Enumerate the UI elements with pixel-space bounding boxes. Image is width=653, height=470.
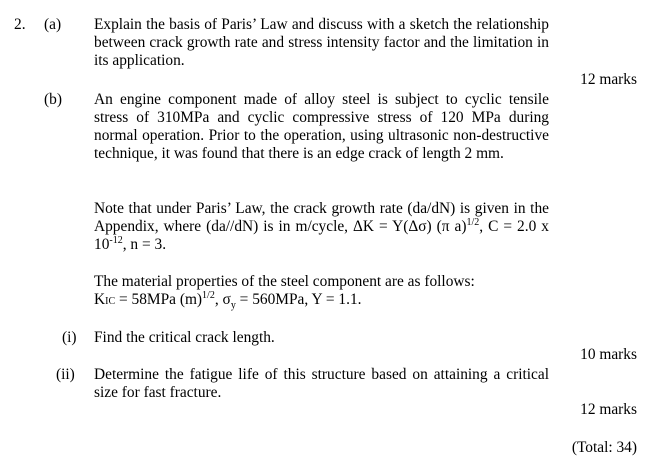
sigma-subscript: y — [230, 300, 236, 312]
part-a-label: (a) — [44, 16, 62, 33]
total-marks: (Total: 34) — [571, 439, 637, 456]
part-b-description: An engine component made of alloy steel is subject to cyclic tensile stress of 310MPa and cyclic compressive stress of 120 MPa during normal operation. Prior to the operation, using ultrasonic non-destructive technique, it was found that there is an edge crack of length 2 mm. — [94, 91, 549, 162]
kic-exponent: 1/2 — [202, 290, 215, 301]
question-number: 2. — [14, 16, 26, 33]
material-properties — [94, 273, 549, 315]
sub-ii-text: Determine the fatigue life of this structure based on attaining a critical size for fast fracture. — [94, 366, 549, 401]
note-text-2: , C = 2.0 x 10 — [94, 218, 549, 253]
kic-symbol: K — [94, 291, 106, 308]
properties-rest: = 560MPa, Y = 1.1. — [235, 291, 362, 308]
sub-i-label: (i) — [62, 329, 77, 346]
part-a-marks: 12 marks — [580, 71, 637, 88]
note-text-3: , n = 3. — [122, 236, 167, 253]
kic-subscript: IC — [105, 296, 116, 307]
part-a-text: Explain the basis of Paris’ Law and discuss with a sketch the relationship between crack growth rate and stress intensity factor and the limitation in its application. — [94, 16, 549, 69]
sub-ii-marks: 12 marks — [580, 401, 637, 418]
part-b-label: (b) — [44, 91, 62, 108]
properties-intro: The material properties of the steel component are as follows: — [94, 273, 475, 290]
sub-ii-label: (ii) — [56, 366, 75, 383]
note-exponent-2: -12 — [109, 235, 123, 246]
sub-i-marks: 10 marks — [580, 346, 637, 363]
note-exponent-1: 1/2 — [466, 217, 480, 228]
parislaw-note — [94, 200, 549, 254]
properties-values — [94, 291, 549, 315]
note-text-1: Note that under Paris’ Law, the crack growth rate (da/dN) is given in the Appendix, where (da//dN) is in m/cycle, ΔK = Y(Δσ) (π a) — [94, 200, 549, 235]
sigma-symbol: , σ — [214, 291, 231, 308]
kic-value: = 58MPa (m) — [115, 291, 203, 308]
sub-i-text: Find the critical crack length. — [94, 329, 275, 346]
